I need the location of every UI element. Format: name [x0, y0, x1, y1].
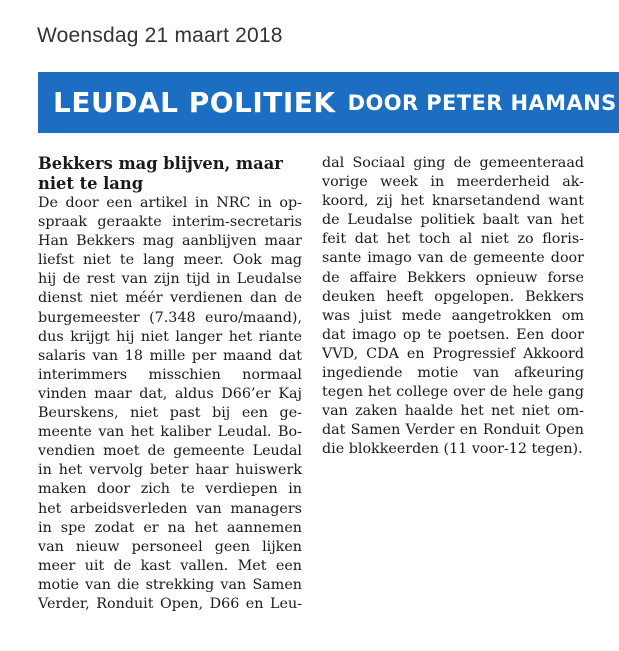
- body-line: hij de rest van zijn tijd in Leudalse: [38, 271, 302, 288]
- body-line: Han Bekkers mag aanblijven maar: [38, 233, 302, 250]
- body-line: vorige week in meerderheid ak-: [322, 174, 584, 191]
- article-column-1: [38, 154, 302, 614]
- article-headline: [38, 154, 302, 194]
- body-line: vinden maar dat, aldus D66’er Kaj: [38, 385, 302, 402]
- body-line: dal Sociaal ging de gemeenteraad: [322, 155, 584, 171]
- body-line: deuken heeft opgelopen. Bekkers: [322, 288, 584, 305]
- body-line: motie van die strekking van Samen: [38, 576, 302, 593]
- body-line: het arbeidsverleden van managers: [38, 500, 302, 517]
- body-line: maken door zich te verdiepen in: [38, 481, 302, 498]
- body-line: burgemeester (7.348 euro/maand),: [38, 309, 302, 326]
- body-line: vendien moet de gemeente Leudal: [38, 443, 302, 460]
- body-line: liefst niet te lang meer. Ook mag: [38, 252, 302, 269]
- body-line: dienst niet méér verdienen dan de: [38, 290, 302, 307]
- body-line: sante imago van de gemeente door: [322, 250, 584, 267]
- body-line: was juist mede aangetrokken om: [322, 307, 584, 324]
- body-line: dus krijgt hij niet langer het riante: [38, 328, 302, 345]
- publication-date: Woensdag 21 maart 2018: [37, 24, 283, 47]
- article-column-2: [322, 154, 584, 460]
- body-line: salaris van 18 mille per maand dat: [38, 347, 302, 364]
- body-line: dat imago op te poetsen. Een door: [322, 326, 584, 343]
- body-line: tegen het college over de hele gang: [322, 384, 584, 401]
- body-line: in het vervolg beter haar huiswerk: [38, 462, 302, 479]
- section-title: LEUDAL POLITIEK: [53, 86, 336, 119]
- body-line: van nieuw personeel geen lijken: [38, 538, 302, 555]
- body-line: dat Samen Verder en Ronduit Open: [322, 422, 584, 439]
- body-line: de Leudalse politiek baalt van het: [322, 212, 584, 229]
- body-line: die blokkeerden (11 voor-12 tegen).: [322, 441, 583, 458]
- author-byline: DOOR PETER HAMANS: [347, 90, 617, 115]
- body-line: De door een artikel in NRC in op-: [38, 195, 302, 211]
- article-body-col1: [38, 194, 302, 614]
- body-line: Beurskens, niet past bij een ge-: [38, 405, 302, 422]
- body-line: de affaire Bekkers opnieuw forse: [322, 269, 584, 286]
- body-line: van zaken haalde het net niet om-: [322, 403, 584, 420]
- body-line: interimmers misschien normaal: [38, 366, 302, 383]
- body-line: koord, zij het knarsetandend want: [322, 193, 584, 210]
- body-line: VVD, CDA en Progressief Akkoord: [322, 345, 584, 362]
- body-line: feit dat het toch al niet zo floris-: [322, 231, 584, 248]
- section-banner: [38, 72, 619, 133]
- headline-line: niet te lang: [38, 174, 144, 193]
- headline-line: Bekkers mag blijven, maar: [38, 154, 283, 173]
- body-line: Verder, Ronduit Open, D66 en Leu-: [38, 595, 302, 612]
- body-line: meer uit de kast vallen. Met een: [38, 557, 302, 574]
- body-line: meente van het kaliber Leudal. Bo-: [38, 424, 302, 441]
- body-line: spraak geraakte interim-secretaris: [38, 214, 302, 231]
- body-line: ingediende motie van afkeuring: [322, 365, 584, 382]
- body-line: in spe zodat er na het aannemen: [38, 519, 302, 536]
